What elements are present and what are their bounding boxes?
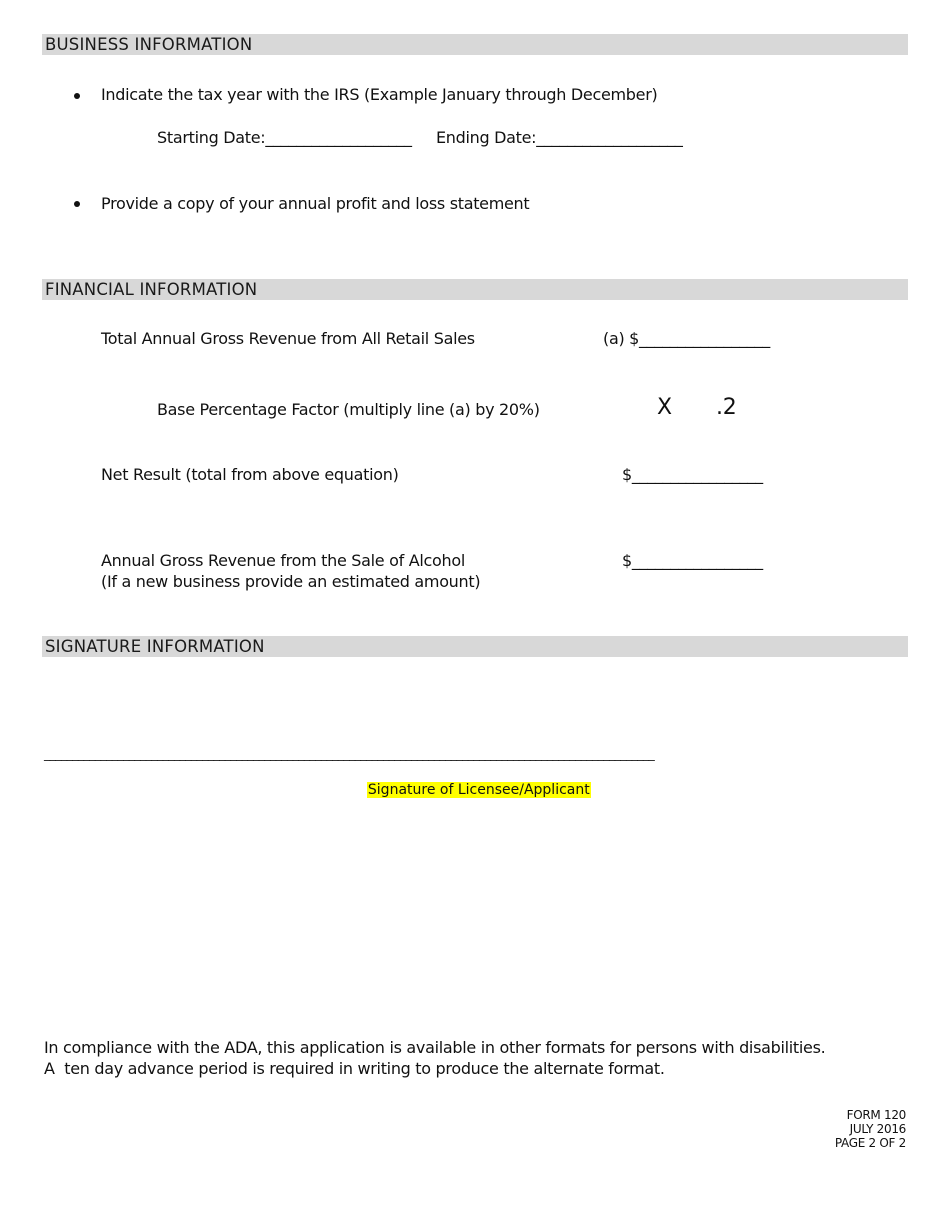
- base-percentage-label: Base Percentage Factor (multiply line (a) by 20%): [157, 400, 540, 419]
- signature-caption-text: Signature of Licensee/Applicant: [367, 782, 590, 798]
- bullet-icon: [74, 201, 80, 207]
- ending-date-field[interactable]: Ending Date:___________________: [436, 128, 683, 147]
- profit-loss-instruction: Provide a copy of your annual profit and loss statement: [101, 194, 530, 213]
- net-result-label: Net Result (total from above equation): [101, 465, 399, 484]
- multiply-sign: X: [657, 395, 672, 420]
- form-number: FORM 120: [846, 1108, 906, 1122]
- base-percentage-value: .2: [716, 395, 737, 420]
- form-date: JULY 2016: [849, 1122, 906, 1136]
- ada-notice-line-2: A ten day advance period is required in writing to produce the alternate format.: [44, 1059, 665, 1078]
- section-title: BUSINESS INFORMATION: [45, 35, 253, 54]
- signature-line[interactable]: ____________________________________________________________________________________________________________: [44, 746, 655, 761]
- bullet-icon: [74, 93, 80, 99]
- starting-date-field[interactable]: Starting Date:___________________: [157, 128, 412, 147]
- form-footer: [706, 1108, 906, 1150]
- page-number: PAGE 2 OF 2: [834, 1136, 906, 1150]
- section-title: SIGNATURE INFORMATION: [45, 637, 265, 656]
- section-header-signature: [42, 636, 908, 657]
- section-header-business: [42, 34, 908, 55]
- signature-caption: [358, 763, 591, 799]
- gross-revenue-field[interactable]: (a) $_________________: [603, 329, 770, 348]
- alcohol-revenue-note: (If a new business provide an estimated amount): [101, 572, 481, 591]
- net-result-field[interactable]: $_________________: [622, 465, 763, 484]
- alcohol-revenue-field[interactable]: $_________________: [622, 551, 763, 570]
- section-header-financial: [42, 279, 908, 300]
- tax-year-instruction: Indicate the tax year with the IRS (Example January through December): [101, 85, 658, 104]
- gross-revenue-label: Total Annual Gross Revenue from All Retail Sales: [101, 329, 475, 348]
- ada-notice-line-1: In compliance with the ADA, this application is available in other formats for persons with disabilities.: [44, 1038, 826, 1057]
- alcohol-revenue-label: Annual Gross Revenue from the Sale of Alcohol: [101, 551, 466, 570]
- section-title: FINANCIAL INFORMATION: [45, 280, 258, 299]
